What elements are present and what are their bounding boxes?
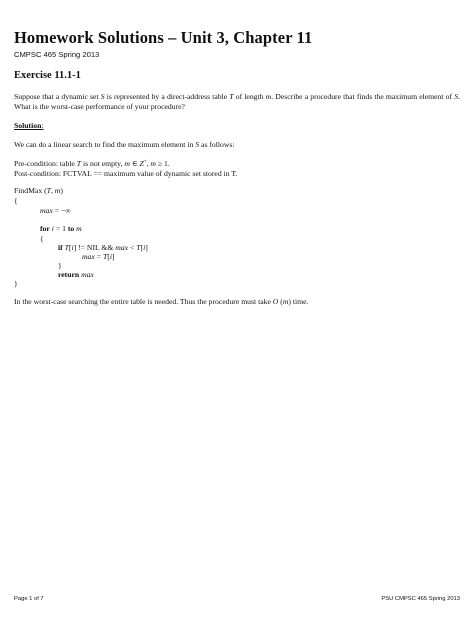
code-text: [ <box>68 243 72 252</box>
precondition-text: ≥ 1. <box>155 159 170 168</box>
problem-text: . Describe a procedure that finds the maximum element of <box>271 92 455 101</box>
code-text: ] != NIL && <box>73 243 116 252</box>
code-var: T <box>136 243 141 252</box>
precondition-text: Pre-condition: table <box>14 159 77 168</box>
code-text: , <box>50 186 55 195</box>
problem-text: is represented by a direct-address table <box>104 92 230 101</box>
problem-text: . What is the worst-case performance of your procedure? <box>14 92 460 111</box>
conclusion-text: ) time. <box>288 297 309 306</box>
code-var: T <box>103 252 108 261</box>
math-var: m <box>265 92 272 101</box>
code-open-brace: { <box>14 196 18 205</box>
math-var: m <box>282 297 289 306</box>
code-text: < <box>128 243 137 252</box>
precondition-text: ∈ <box>129 159 140 168</box>
code-text: [ <box>107 252 110 261</box>
code-var: T <box>46 186 51 195</box>
code-if-line <box>58 243 148 252</box>
code-text: = 1 <box>53 224 68 233</box>
math-var: O <box>272 297 279 306</box>
precondition <box>14 159 170 168</box>
postcondition: Post-condition: FCTVAL == maximum value of dynamic set stored in T. <box>14 169 238 178</box>
course-subtitle: CMPSC 465 Spring 2013 <box>14 50 100 59</box>
math-var: S <box>195 140 200 149</box>
code-text: FindMax ( <box>14 186 47 195</box>
code-var: i <box>71 243 74 252</box>
code-assign-line <box>82 252 115 261</box>
code-var: T <box>62 243 69 252</box>
code-for-close: } <box>58 261 62 270</box>
conclusion-text: In the worst-case searching the entire table is needed. Thus the procedure must take <box>14 297 273 306</box>
solution-colon: : <box>41 121 44 130</box>
code-text: [ <box>140 243 144 252</box>
intro-text: as follows: <box>199 140 235 149</box>
code-var: m <box>74 224 82 233</box>
code-text: ] <box>111 252 115 261</box>
math-var: T <box>76 159 82 168</box>
solution-heading-text: Solution <box>14 121 42 130</box>
code-keyword: return <box>58 270 80 279</box>
conclusion-text: ( <box>278 297 283 306</box>
code-text: ] <box>145 243 148 252</box>
code-close-brace: } <box>14 279 18 288</box>
code-return-line <box>58 270 94 279</box>
math-var: Z <box>139 159 144 168</box>
solution-intro <box>14 140 235 149</box>
code-var: m <box>54 186 61 195</box>
exercise-heading: Exercise 11.1-1 <box>14 70 81 81</box>
math-var: m <box>124 159 130 168</box>
math-var: T <box>229 92 234 101</box>
code-var: max <box>79 270 94 279</box>
problem-text: of length <box>233 92 266 101</box>
intro-text: We can do a linear search to find the maximum element in <box>14 140 196 149</box>
code-text: ) <box>60 186 63 195</box>
precondition-text: is not empty, <box>81 159 125 168</box>
code-var: i <box>143 243 146 252</box>
code-var: max <box>82 252 95 261</box>
footer-course: PSU CMPSC 465 Spring 2013 <box>381 596 460 602</box>
code-var: i <box>49 224 54 233</box>
math-var: S <box>454 92 459 101</box>
footer-page-number: Page 1 of 7 <box>14 596 44 602</box>
solution-heading <box>14 121 44 130</box>
code-for-open: { <box>40 234 44 243</box>
code-signature <box>14 186 63 195</box>
problem-text: Suppose that a dynamic set <box>14 92 101 101</box>
code-for-line <box>40 224 82 233</box>
code-init <box>40 206 71 215</box>
code-text: = −∞ <box>52 206 71 215</box>
conclusion <box>14 297 308 306</box>
math-superscript: + <box>143 159 147 165</box>
code-var: i <box>109 252 112 261</box>
code-keyword: to <box>67 224 75 233</box>
math-var: m <box>150 159 156 168</box>
code-var: max <box>115 243 129 252</box>
problem-statement <box>14 92 460 112</box>
page-title: Homework Solutions – Unit 3, Chapter 11 <box>14 28 313 47</box>
code-keyword: if <box>58 243 63 252</box>
code-text: = <box>94 252 103 261</box>
code-var: max <box>40 206 53 215</box>
code-keyword: for <box>40 224 50 233</box>
math-var: S <box>100 92 105 101</box>
precondition-text: , <box>146 159 151 168</box>
